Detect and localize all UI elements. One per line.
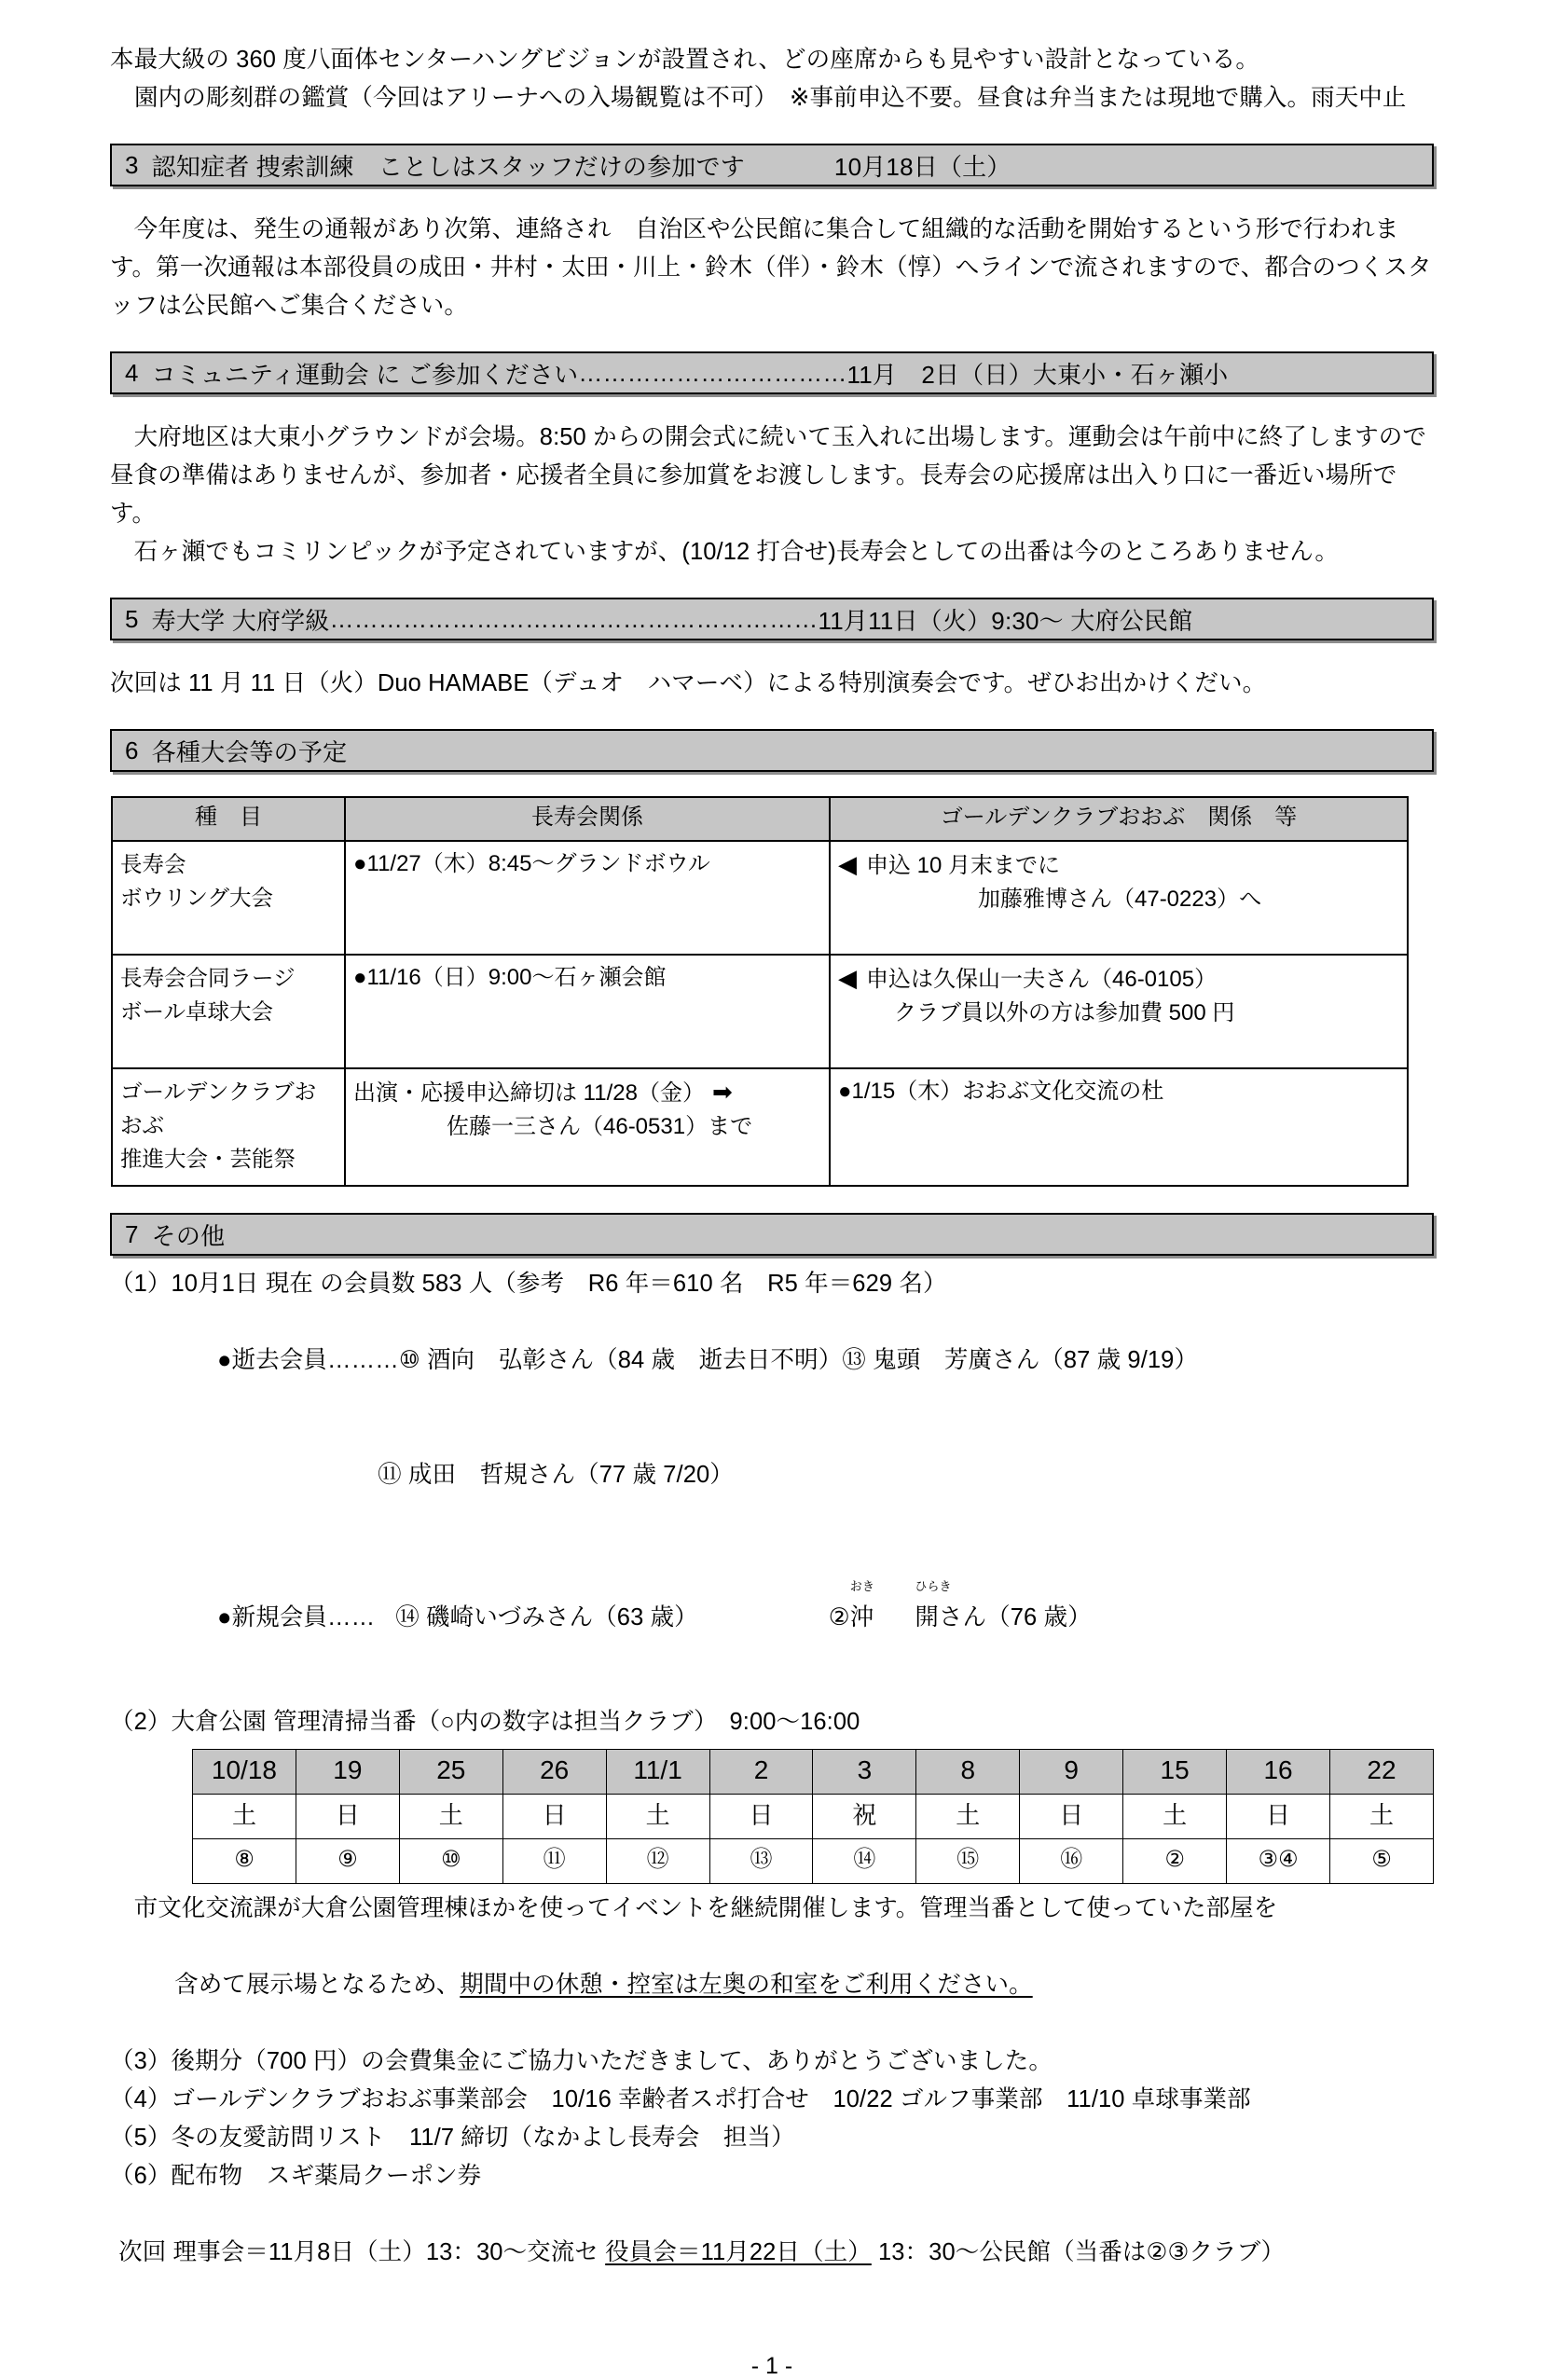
col-header-kind: 種 目 xyxy=(112,797,345,841)
duty-club-cell: ③④ xyxy=(1227,1839,1330,1884)
chouju-line-1: 出演・応援申込締切は 11/28（金） xyxy=(353,1080,705,1106)
duty-date-cell: 19 xyxy=(296,1750,399,1795)
section-title-3: 認知症者 捜索訓練 ことしはスタッフだけの参加です xyxy=(151,152,745,181)
duty-day-cell: 土 xyxy=(1329,1795,1433,1839)
section-3-body: 今年度は、発生の通報があり次第、連絡され 自治区や公民館に集合して組織的な活動を開始するという形で行われます。第一次通報は本部役員の成田・井村・太田・川上・鈴木（伴）・鈴木（惇）へラインで流されますので、都合のつくスタッフは公民館へご集合ください。 xyxy=(110,216,1432,319)
duty-note-line-2-underlined: 期間中の休憩・控室は左奥の和室をご利用ください。 xyxy=(460,1972,1033,1998)
ruby-oki xyxy=(849,1579,874,1637)
page-content xyxy=(110,41,1434,2380)
section-number-3: 3 xyxy=(125,150,139,179)
cell-golden-club xyxy=(830,841,1408,955)
duty-date-cell: 11/1 xyxy=(606,1750,709,1795)
duty-day-cell: 土 xyxy=(916,1795,1020,1839)
duty-club-cell: ⑤ xyxy=(1329,1839,1433,1884)
duty-club-cell: ⑩ xyxy=(399,1839,502,1884)
section-4-body-2: 石ヶ瀬でもコミリンピックが予定されていますが、(10/12 打合せ)長寿会としての出番は今のところありません。 xyxy=(110,539,1339,565)
section-date-3: 10月18日（土） xyxy=(833,152,1011,181)
next-meeting-pre: 次回 理事会＝11月8日（土）13：30〜交流セ xyxy=(118,2239,606,2265)
chouju-line-1: ●11/16（日）9:00〜石ヶ瀬会館 xyxy=(353,965,667,990)
kind-line-2: ボウリング大会 xyxy=(120,886,274,910)
duty-date-cell: 16 xyxy=(1227,1750,1330,1795)
ruby-hiraki xyxy=(915,1579,952,1637)
section-number-6: 6 xyxy=(125,736,139,764)
arrow-left-icon: ◀ xyxy=(838,964,857,992)
duty-date-cell: 15 xyxy=(1123,1750,1227,1795)
cell-golden-club xyxy=(830,1068,1408,1186)
section-title-6: 各種大会等の予定 xyxy=(151,737,348,766)
section-title-7: その他 xyxy=(151,1221,226,1250)
table-row xyxy=(112,955,1408,1068)
duty-date-cell: 3 xyxy=(813,1750,916,1795)
section-date-4: 11月 2日（日）大東小・石ヶ瀬小 xyxy=(846,360,1229,389)
arrow-left-icon: ◀ xyxy=(838,850,857,878)
section-header-5 xyxy=(110,598,1434,640)
cell-kind xyxy=(112,955,345,1068)
ruby-text-hiraki: ひらき xyxy=(915,1579,952,1593)
section-date-5: 11月11日（火）9:30〜 大府公民館 xyxy=(818,606,1193,635)
cell-kind xyxy=(112,1068,345,1186)
new-member-2-number: ② xyxy=(828,1604,850,1630)
duty-day-cell: 日 xyxy=(502,1795,606,1839)
kind-line-2: ボール卓球大会 xyxy=(120,999,274,1024)
section-title-5: 寿大学 大府学級 xyxy=(151,606,330,635)
gc-line-1: ●1/15（木）おおぶ文化交流の杜 xyxy=(838,1079,1164,1104)
intro-line-2: 園内の彫刻群の鑑賞（今回はアリーナへの入場観覧は不可） ※事前申込不要。昼食は弁当または現地で購入。雨天中止 xyxy=(134,85,1407,111)
kind-line-2: 推進大会・芸能祭 xyxy=(120,1147,296,1171)
duty-note-line-1: 市文化交流課が大倉公園管理棟ほかを使ってイベントを継続開催します。管理当番として使っていた部屋を xyxy=(110,1895,1278,1921)
cell-chouju xyxy=(345,1068,830,1186)
duty-note-line-2 xyxy=(110,1928,1434,2043)
section-leader-5: …………………………………………………… xyxy=(329,604,819,633)
ruby-base-hiraki: 開 xyxy=(915,1604,939,1630)
duty-day-cell: 日 xyxy=(296,1795,399,1839)
kind-line-1: 長寿会 xyxy=(120,852,186,876)
duty-club-cell: ⑮ xyxy=(916,1839,1020,1884)
duty-date-cell: 8 xyxy=(916,1750,1020,1795)
chouju-line-1: ●11/27（木）8:45〜グランドボウル xyxy=(353,851,710,876)
table-header-row xyxy=(112,797,1408,841)
ruby-base-oki: 沖 xyxy=(849,1604,874,1630)
deceased-members-line-1 xyxy=(110,1303,1434,1418)
deceased-members-line-2 xyxy=(110,1418,1434,1533)
section-5-body: 次回は 11 月 11 日（火）Duo HAMABE（デュオ ハマーベ）による特別演奏会です。ぜひお出かけくだい。 xyxy=(110,670,1267,696)
event-table-head xyxy=(112,797,1408,841)
new-member-2-tail: さん（76 歳） xyxy=(938,1604,1092,1630)
page-number: - 1 - xyxy=(750,2353,793,2379)
kind-line-1: ゴールデンクラブおおぶ xyxy=(120,1080,317,1137)
new-members-line xyxy=(110,1561,1434,1675)
duty-club-cell: ⑫ xyxy=(606,1839,709,1884)
next-meeting-underlined: 役員会＝11月22日（土） xyxy=(605,2239,872,2265)
cell-golden-club xyxy=(830,955,1408,1068)
arrow-right-icon: ➡ xyxy=(711,1078,733,1106)
duty-club-cell: ⑭ xyxy=(813,1839,916,1884)
other-item-1: （1）10月1日 現在 の会員数 583 人（参考 R6 年＝610 名 R5 年＝629 名） xyxy=(110,1271,947,1297)
cell-chouju xyxy=(345,841,830,955)
duty-date-cell: 10/18 xyxy=(193,1750,296,1795)
duty-date-cell: 26 xyxy=(502,1750,606,1795)
intro-block xyxy=(110,41,1434,117)
section-number-5: 5 xyxy=(125,604,139,633)
other-item-3: （3）後期分（700 円）の会費集金にご協力いただきまして、ありがとうございました。 xyxy=(110,2048,1053,2074)
intro-line-1: 本最大級の 360 度八面体センターハングビジョンが設置され、どの座席からも見やすい設計となっている。 xyxy=(110,47,1260,73)
section-number-4: 4 xyxy=(125,358,139,387)
ruby-text-oki: おき xyxy=(849,1579,874,1593)
section-header-6 xyxy=(110,729,1434,772)
section-header-3 xyxy=(110,144,1434,186)
section-4-body-1: 大府地区は大東小グラウンドが会場。8:50 からの開会式に続いて玉入れに出場します。運動会は午前中に終了しますので昼食の準備はありませんが、参加者・応援者全員に参加賞をお渡しします。長寿会の応援席は出入り口に一番近い場所です。 xyxy=(110,424,1426,527)
other-item-2: （2）大倉公園 管理清掃当番（○内の数字は担当クラブ） 9:00〜16:00 xyxy=(110,1709,860,1735)
duty-club-cell: ⑯ xyxy=(1020,1839,1123,1884)
duty-day-cell: 土 xyxy=(1123,1795,1227,1839)
duty-date-cell: 9 xyxy=(1020,1750,1123,1795)
table-row xyxy=(112,841,1408,955)
duty-date-cell: 25 xyxy=(399,1750,502,1795)
table-row xyxy=(112,1068,1408,1186)
kind-line-1: 長寿会合同ラージ xyxy=(120,966,296,990)
duty-date-cell: 2 xyxy=(709,1750,813,1795)
next-meeting-line xyxy=(78,2195,1434,2310)
duty-club-cell: ⑪ xyxy=(502,1839,606,1884)
section-title-4: コミュニティ運動会 に ご参加ください xyxy=(151,360,579,389)
duty-club-cell: ⑬ xyxy=(709,1839,813,1884)
duty-day-cell: 土 xyxy=(606,1795,709,1839)
new-member-1: ⑭ 磯崎いづみさん（63 歳） xyxy=(395,1604,698,1630)
gc-line-1: 申込 10 月末までに xyxy=(866,853,1061,878)
col-header-golden-club: ゴールデンクラブおおぶ 関係 等 xyxy=(830,797,1408,841)
section-leader-4: …………………………… xyxy=(578,358,847,387)
duty-row-clubs xyxy=(193,1839,1434,1884)
new-members-label: ●新規会員…… xyxy=(217,1604,376,1630)
other-item-4: （4）ゴールデンクラブおおぶ事業部会 10/16 幸齢者スポ打合せ 10/22 ゴルフ事業部 11/10 卓球事業部 xyxy=(110,2086,1251,2112)
gc-line-2: クラブ員以外の方は参加費 500 円 xyxy=(894,1000,1235,1025)
duty-day-cell: 日 xyxy=(1020,1795,1123,1839)
next-meeting-post: 13：30〜公民館（当番は②③クラブ） xyxy=(871,2239,1286,2265)
cell-kind xyxy=(112,841,345,955)
deceased-entry-2: ⑪ 成田 哲規さん（77 歳 7/20） xyxy=(378,1462,734,1488)
event-table-body xyxy=(112,841,1408,1186)
duty-note-line-2-plain: 含めて展示場となるため、 xyxy=(174,1972,461,1998)
duty-day-cell: 土 xyxy=(399,1795,502,1839)
section-number-7: 7 xyxy=(125,1219,139,1248)
event-schedule-table xyxy=(111,796,1409,1187)
cell-chouju xyxy=(345,955,830,1068)
gc-line-1: 申込は久保山一夫さん（46-0105） xyxy=(866,967,1218,992)
duty-day-cell: 日 xyxy=(1227,1795,1330,1839)
other-item-6: （6）配布物 スギ薬局クーポン券 xyxy=(110,2163,482,2189)
duty-club-cell: ⑨ xyxy=(296,1839,399,1884)
duty-day-cell: 土 xyxy=(193,1795,296,1839)
col-header-chouju: 長寿会関係 xyxy=(345,797,830,841)
duty-date-cell: 22 xyxy=(1329,1750,1433,1795)
deceased-label: ●逝去会員……… xyxy=(217,1347,399,1373)
other-item-5: （5）冬の友愛訪問リスト 11/7 締切（なかよし長寿会 担当） xyxy=(110,2125,795,2151)
chouju-line-2: 佐藤一三さん（46-0531）まで xyxy=(447,1114,753,1139)
deceased-entry-1: ⑩ 酒向 弘彰さん（84 歳 逝去日不明）⑬ 鬼頭 芳廣さん（87 歳 9/19） xyxy=(398,1347,1199,1373)
duty-row-dates xyxy=(193,1750,1434,1795)
duty-roster-table xyxy=(192,1749,1434,1884)
duty-row-weekdays xyxy=(193,1795,1434,1839)
section-header-7 xyxy=(110,1213,1434,1256)
duty-club-cell: ② xyxy=(1123,1839,1227,1884)
duty-day-cell: 日 xyxy=(709,1795,813,1839)
section-header-4 xyxy=(110,351,1434,394)
duty-roster-body xyxy=(193,1750,1434,1884)
duty-club-cell: ⑧ xyxy=(193,1839,296,1884)
gc-line-2: 加藤雅博さん（47-0223）へ xyxy=(978,887,1262,912)
duty-day-cell: 祝 xyxy=(813,1795,916,1839)
